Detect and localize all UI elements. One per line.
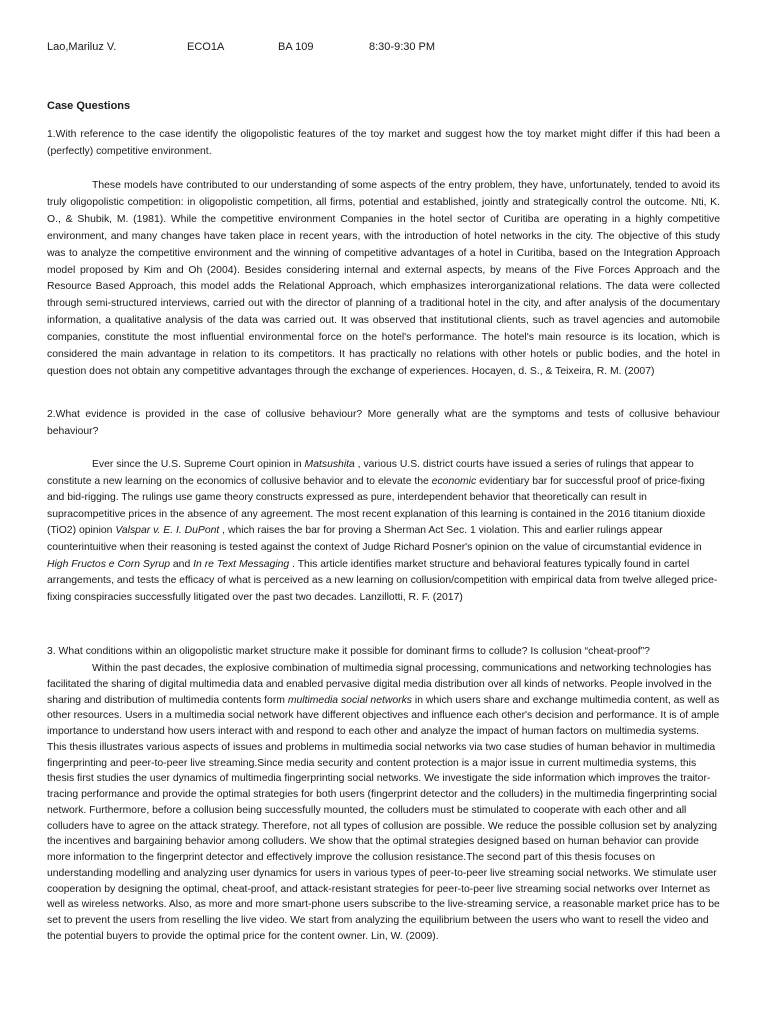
course-code: ECO1A: [187, 41, 225, 53]
answer-3-text: Within the past decades, the explosive combination of multimedia signal processing, communications and networking technologies has facilitated the sharing of digital multimedia data and enabled pervasive digital media distribution over all kinds of networks. People involved in the sharing and distribution of multimedia contents form: [47, 663, 712, 706]
answer-2: [47, 457, 720, 606]
student-name: Lao,Mariluz V.: [47, 41, 117, 53]
answer-3-text: in which users share and exchange multimedia content, as well as other resources. Users in a multimedia social network have different objectives and influence each other's decision and performance. It is of ample importance to understand how users interact with and respond to each other and analyze the impact of human factors on multimedia systems. This thesis illustrates various aspects of issues and problems in multimedia social networks via two case studies of human behavior in multimedia fingerprinting and peer-to-peer live streaming.Since media security and content protection is a major issue in current multimedia systems, this thesis first studies the user dynamics of multimedia fingerprinting social networks. We investigate the side information which improves the traitor-tracing performance and provide the optimal strategies for both users (fingerprint detector and the colluders) in the multimedia fingerprinting social network. Furthermore, before a collusion being successfully mounted, the colluders must be stimulated to cooperate with each other and all colluders have to agree on the attack strategy. Therefore, not all types of collusion are possible. We reduce the possible collusion set by analyzing the incentives and bargaining behavior among colluders. We show that the optimal strategies designed based on human behavior can provide more information to the fingerprint detector and effectively improve the collusion resistance.The second part of this thesis focuses on understanding modelling and analyzing user dynamics for users in various types of peer-to-peer live streaming social networks. We stimulate user cooperation by designing the optimal, cheat-proof, and attack-resistant strategies for peer-to-peer live streaming social networks over Internet as well as wireless networks. Also, as more and more smart-phone users subscribe to the live-streaming service, a reasonable market price has to be set to prevent the users from reselling the live video. We start from analyzing the equilibrium between the users who want to resell the video and the potential buyers to provide the optimal price for the content owner. Lin, W. (2009).: [47, 694, 720, 942]
case-citation-matsushita: Matsushita: [304, 459, 355, 470]
answer-2-text: . This article identifies market structure and behavioral features typically found in cartel arrangements, and tests the efficacy of what is perceived as a new learning on collusion/competition with empirical data from twelve alleged price-fixing conspiracies successfully litigated over the past two decades. Lanzillotti, R. F. (2017): [47, 558, 718, 603]
section-title: Case Questions: [47, 100, 131, 112]
question-2: 2.What evidence is provided in the case of collusive behaviour? More generally what are the symptoms and tests of collusive behaviour behaviour?: [47, 409, 720, 437]
answer-3: [47, 661, 720, 945]
question-3: 3. What conditions within an oligopolistic market structure make it possible for dominant firms to collude? Is collusion “cheat-proof”?: [47, 646, 650, 657]
answer-2-text: and: [170, 558, 194, 570]
case-citation-valspar: Valspar v. E. I. DuPont: [115, 525, 220, 537]
question-1: 1.With reference to the case identify the oligopolistic features of the toy market and suggest how the toy market might differ if this had been a (perfectly) competitive environment.: [47, 129, 720, 157]
class-time: 8:30-9:30 PM: [369, 41, 436, 53]
case-citation-hfcs: High Fructos e Corn Syrup: [47, 558, 171, 570]
document-header: [47, 41, 727, 57]
answer-2-text: , which raises the bar for proving a Sherman Act Sec. 1 violation. This and earlier rulings appear counterintuitive when their reasoning is tested against the context of Judge Richard Posner's opinion on the value of circumstantial evidence in: [47, 525, 702, 553]
case-citation-text-messaging: In re Text Messaging: [193, 558, 290, 570]
answer-2-text: evidentiary bar for successful proof of price-fixing and bid-rigging. The rulings use game theory constructs expressed as pure, interdependent behavior that theoretically can result in supracompetitive prices in the absence of any agreement. The most recent explanation of this learning is contained in the 2016 titanium dioxide (TiO2) opinion: [47, 475, 706, 537]
answer-1: These models have contributed to our understanding of some aspects of the entry problem, they have, unfortunately, tended to avoid its truly oligopolistic competition: in oligopolistic competition, all firms, potential and established, jointly and strategically control the outcome. Nti, K. O., & Shubik, M. (1981). While the competitive environment Companies in the hotel sector of Curitiba are operating in a highly competitive environment, and many changes have taken place in recent years, with the introduction of hotel networks in the city. The objective of this study was to analyze the competitive environment and the winning of competitive advantages of a hotel in Curitiba, based on the Integration Approach model proposed by Kim and Oh (2004). Besides considering internal and external aspects, by means of the Five Forces Approach and the Resource Based Approach, this model adds the Relational Approach, which emphasizes interorganizational relations. The data were collected through semi-structured interviews, carried out with the director of planning of a traditional hotel in the city, and after analysis of the documentary information, a qualitative analysis of the data was carried out. It was observed that institutional clients, such as travel agencies and automobile companies, constitute the most influential environmental force on the hotel's performance. The hotel's main resource is its location, which is considered the main advantage in relation to its competitors. It has practically no relations with other hotels or public bodies, and the hotel in question does not obtain any competitive advantages through the exchange of experiences. Hocayen, d. S., & Teixeira, R. M. (2007): [47, 180, 720, 377]
emphasis-economic: economic: [431, 475, 477, 487]
section-code: BA 109: [278, 41, 314, 53]
answer-2-text: , various U.S. district courts have issued a series of rulings that appear to constitute a new learning on the economics of collusive behavior and to elevate the: [47, 459, 694, 487]
term-multimedia-social-networks: multimedia social networks: [287, 694, 412, 706]
answer-2-text: Ever since the U.S. Supreme Court opinion in: [92, 459, 305, 470]
